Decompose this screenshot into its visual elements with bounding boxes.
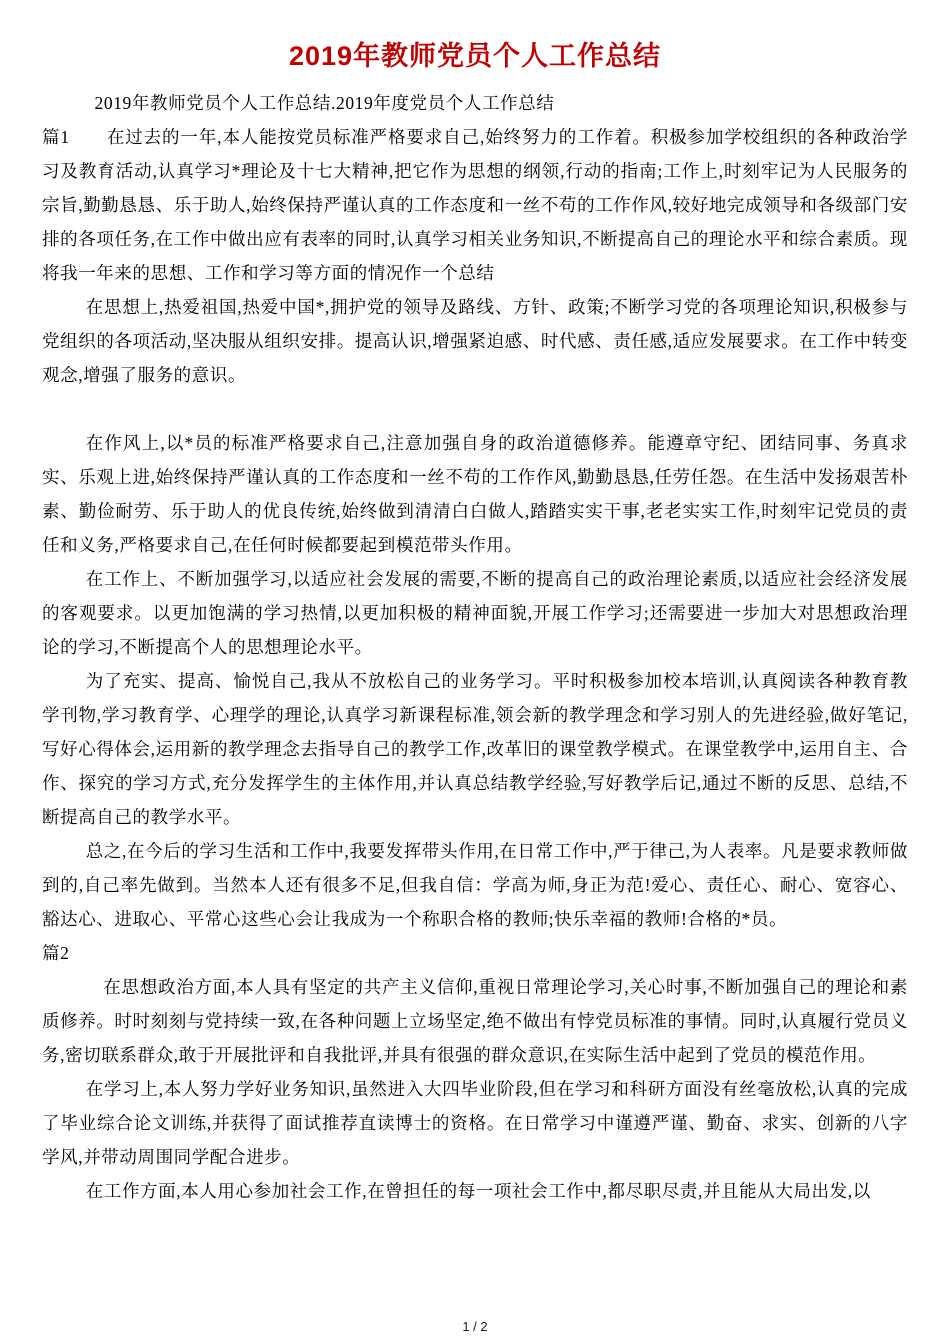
page-number: 1 / 2: [462, 1319, 488, 1334]
blank-line: [42, 392, 908, 426]
paragraph: 2019年教师党员个人工作总结.2019年度党员个人工作总结: [94, 92, 555, 113]
page-footer: [0, 1319, 950, 1334]
paragraph: 在思想政治方面,本人具有坚定的共产主义信仰,重视日常理论学习,关心时事,不断加强自己的理论和素质修养。时时刻刻与党持续一致,在各种问题上立场坚定,绝不做出有悖党员标准的事情。同时,认真履行党员义务,密切联系群众,敢于开展批评和自我批评,并具有很强的群众意识,在实际生活中起到了党员的模范作用。: [42, 976, 908, 1065]
paragraph: 在思想上,热爱祖国,热爱中国*,拥护党的领导及路线、方针、政策;不断学习党的各项理论知识,积极参与党组织的各项活动,坚决服从组织安排。提高认识,增强紧迫感、时代感、责任感,适应发展要求。在工作中转变观念,增强了服务的意识。: [42, 296, 908, 385]
paragraph: 在作风上,以*员的标准严格要求自己,注意加强自身的政治道德修养。能遵章守纪、团结同事、务真求实、乐观上进,始终保持严谨认真的工作态度和一丝不苟的工作作风,勤勤恳恳,任劳任怨。在生活中发扬艰苦朴素、勤俭耐劳、乐于助人的优良传统,始终做到清清白白做人,踏踏实实干事,老老实实工作,时刻牢记党员的责任和义务,严格要求自己,在任何时候都要起到模范带头作用。: [42, 432, 908, 555]
document-title: 2019年教师党员个人工作总结: [288, 41, 662, 71]
paragraph: 为了充实、提高、愉悦自己,我从不放松自己的业务学习。平时积极参加校本培训,认真阅读各种教育教学刊物,学习教育学、心理学的理论,认真学习新课程标准,领会新的教学理念和学习别人的先进经验,做好笔记,写好心得体会,运用新的教学理念去指导自己的教学工作,改革旧的课堂教学模式。在课堂教学中,运用自主、合作、探究的学习方式,充分发挥学生的主体作用,并认真总结教学经验,写好教学后记,通过不断的反思、总结,不断提高自己的教学水平。: [42, 670, 908, 827]
paragraph: 在工作上、不断加强学习,以适应社会发展的需要,不断的提高自己的政治理论素质,以适应社会经济发展的客观要求。以更加饱满的学习热情,以更加积极的精神面貌,开展工作学习;还需要进一步加大对思想政治理论的学习,不断提高个人的思想理论水平。: [42, 568, 908, 657]
paragraph: 篇1 在过去的一年,本人能按党员标准严格要求自己,始终努力的工作着。积极参加学校组织的各种政治学习及教育活动,认真学习*理论及十七大精神,把它作为思想的纲领,行动的指南;工作上,时刻牢记为人民服务的宗旨,勤勤恳恳、乐于助人,始终保持严谨认真的工作态度和一丝不苟的工作作风,较好地完成领导和各级部门安排的各项任务,在工作中做出应有表率的同时,认真学习相关业务知识,不断提高自己的理论水平和综合素质。现将我一年来的思想、工作和学习等方面的情况作一个总结: [42, 126, 908, 283]
paragraph: 总之,在今后的学习生活和工作中,我要发挥带头作用,在日常工作中,严于律己,为人表率。凡是要求教师做到的,自己率先做到。当然本人还有很多不足,但我自信：学高为师,身正为范!爱心、责任心、耐心、宽容心、豁达心、进取心、平常心这些心会让我成为一个称职合格的教师;快乐幸福的教师!合格的*员。: [42, 840, 908, 929]
paragraph: 在工作方面,本人用心参加社会工作,在曾担任的每一项社会工作中,都尽职尽责,并且能从大局出发,以: [85, 1180, 871, 1201]
paragraph: 在学习上,本人努力学好业务知识,虽然进入大四毕业阶段,但在学习和科研方面没有丝毫放松,认真的完成了毕业综合论文训练,并获得了面试推荐直读博士的资格。在日常学习中谨遵严谨、勤奋、求实、创新的八字学风,并带动周围同学配合进步。: [42, 1078, 908, 1167]
document-body: [42, 86, 908, 1208]
paragraph: 篇2: [42, 942, 70, 963]
